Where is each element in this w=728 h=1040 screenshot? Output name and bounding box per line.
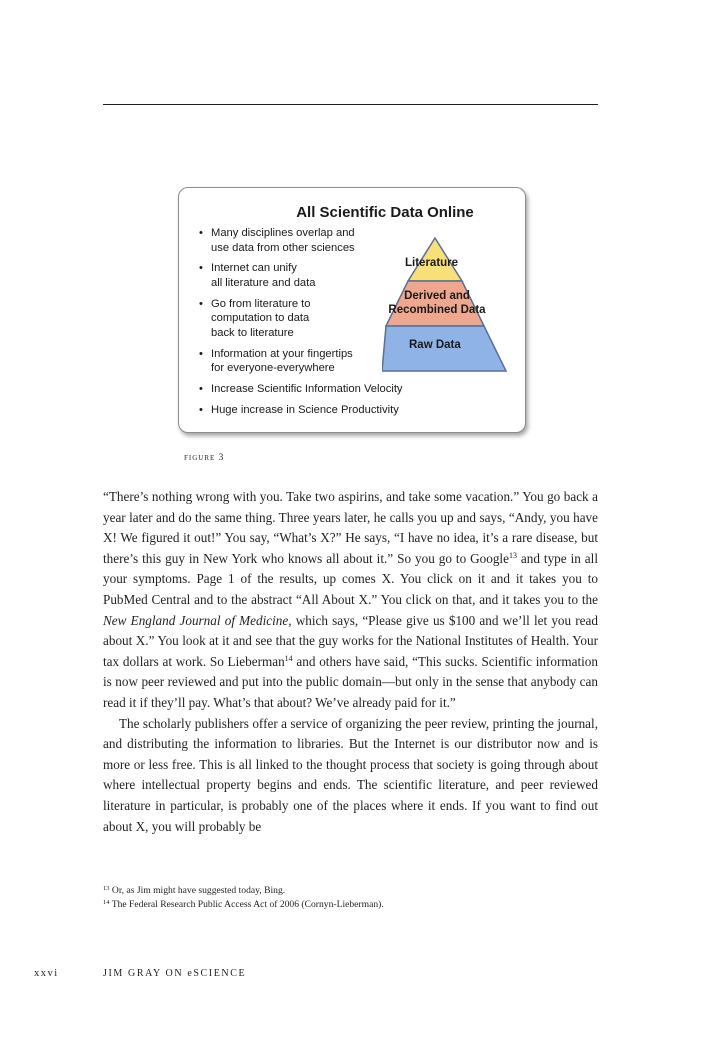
text-run: and type in all your symptoms. Page 1 of the results, up comes X. You click on it and it takes you to PubMed Central and to the abstract “All About X.” You click on that, and it takes you to the bbox=[103, 550, 598, 607]
bullet-line: • Increase Scientific Information Velocity bbox=[211, 383, 403, 396]
footnote-number: 14 bbox=[103, 899, 110, 906]
footnotes bbox=[103, 884, 598, 912]
bullet-line: all literature and data bbox=[211, 276, 316, 289]
footnote-number: 13 bbox=[103, 885, 110, 892]
bullet-line: • Information at your fingertips bbox=[211, 347, 353, 360]
footnote-ref-14[interactable]: 14 bbox=[284, 653, 293, 663]
pyramid-label-derived-line2: Recombined Data bbox=[388, 304, 486, 316]
bullet-line: back to literature bbox=[211, 326, 294, 339]
bullet-line: • Go from literature to bbox=[211, 297, 311, 310]
footnote-text: The Federal Research Public Access Act of 2006 (Cornyn-Lieberman). bbox=[111, 899, 384, 910]
footer-title-part: JIM GRAY ON bbox=[103, 968, 188, 979]
footer-title-part: e bbox=[187, 968, 194, 979]
pyramid-label-derived bbox=[383, 289, 491, 317]
text-run: “There’s nothing wrong with you. Take two aspirins, and take some vacation.” You go back a year later and do the same thing. Three years later, he calls you up and says, “Andy, you have X! We figured it out!” You say, “What’s X?” He says, “I have no idea, it’s a rare disease, but there’s this guy in New York who knows all about it.” So you go to Google bbox=[103, 489, 598, 566]
footnote-ref-13[interactable]: 13 bbox=[508, 550, 517, 560]
bullet-item bbox=[199, 261, 399, 290]
pyramid-label-derived-line1: Derived and bbox=[404, 290, 470, 302]
bullet-line: • Many disciplines overlap and bbox=[211, 227, 355, 239]
footnote-14 bbox=[103, 898, 598, 912]
bullet-line: for everyone-everywhere bbox=[211, 362, 335, 375]
figure-bullet-list bbox=[199, 226, 403, 424]
running-footer-title bbox=[103, 968, 246, 979]
bullet-item bbox=[199, 226, 399, 255]
figure-panel bbox=[178, 187, 526, 433]
journal-title: New England Journal of Medicine, bbox=[103, 612, 292, 628]
bullet-item bbox=[199, 297, 399, 341]
text-run: and others have said, “This sucks. Scientific information is now peer reviewed and put into the public domain—but only in the sense that anybody can read it if they’ll pay. What’s that about? We’ve already paid for it.” bbox=[103, 653, 598, 710]
paragraph bbox=[103, 487, 598, 714]
bullet-item bbox=[199, 382, 403, 397]
bullet-line: • Huge increase in Science Productivity bbox=[211, 403, 399, 416]
figure-title: All Scientific Data Online bbox=[296, 204, 474, 221]
bullet-line: use data from other sciences bbox=[211, 241, 355, 254]
bullet-item bbox=[199, 347, 399, 376]
pyramid-label-raw: Raw Data bbox=[409, 339, 461, 351]
text-run: which says, “Please give us $100 and we’ll let you read about X.” You look at it and see that the guy works for the National Institutes of Health. Your tax dollars at work. So Lieberman bbox=[103, 612, 598, 669]
footnote-13 bbox=[103, 884, 598, 898]
figure-caption: figure 3 bbox=[184, 453, 225, 463]
page-number: xxvi bbox=[34, 968, 59, 979]
footer-title-part: SCIENCE bbox=[193, 968, 247, 979]
bullet-line: • Internet can unify bbox=[211, 262, 297, 275]
bullet-line: computation to data bbox=[211, 312, 310, 325]
footnote-text: Or, as Jim might have suggested today, Bing. bbox=[111, 885, 286, 896]
header-rule bbox=[103, 104, 598, 105]
pyramid-label-literature: Literature bbox=[405, 257, 459, 269]
bullet-item bbox=[199, 403, 399, 418]
body-text bbox=[103, 487, 598, 837]
paragraph: The scholarly publishers offer a service of organizing the peer review, printing the journal, and distributing the information to libraries. But the Internet is our distributor now and is more or less free. This is all linked to the thought process that society is going through about where intellectual property begins and ends. The scientific literature, and peer reviewed literature in particular, is probably one of the places where it ends. If you want to find out about X, you will probably be bbox=[103, 715, 598, 834]
